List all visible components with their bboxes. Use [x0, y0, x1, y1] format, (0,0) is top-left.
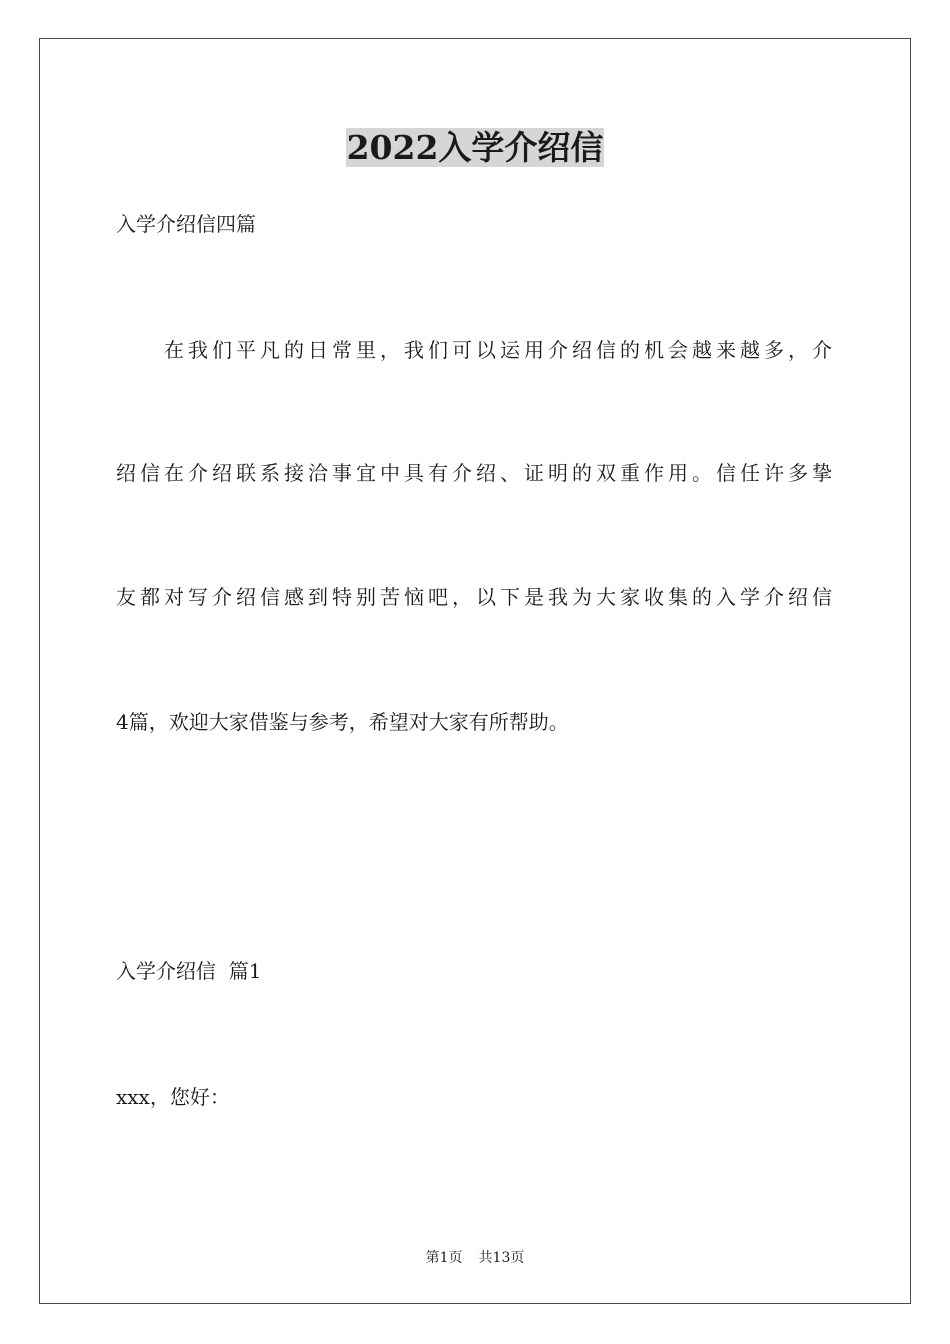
document-subtitle: 入学介绍信四篇 — [116, 212, 256, 236]
intro-paragraph-line: 4篇，欢迎大家借鉴与参考，希望对大家有所帮助。 — [116, 710, 569, 734]
page-footer — [0, 1248, 950, 1268]
salutation: xxx，您好： — [116, 1085, 230, 1109]
document-title-text: 2022入学介绍信 — [346, 128, 604, 167]
section-heading: 入学介绍信 篇1 — [116, 959, 262, 983]
page-total: 共13页 — [478, 1250, 525, 1266]
intro-paragraph-line: 在我们平凡的日常里，我们可以运用介绍信的机会越来越多，介 — [164, 338, 832, 362]
document-title — [0, 126, 950, 170]
intro-paragraph-line: 绍信在介绍联系接洽事宜中具有介绍、证明的双重作用。信任许多挚 — [116, 461, 832, 485]
page-number: 第1页 — [425, 1250, 463, 1266]
intro-paragraph-line: 友都对写介绍信感到特别苦恼吧，以下是我为大家收集的入学介绍信 — [116, 585, 832, 609]
